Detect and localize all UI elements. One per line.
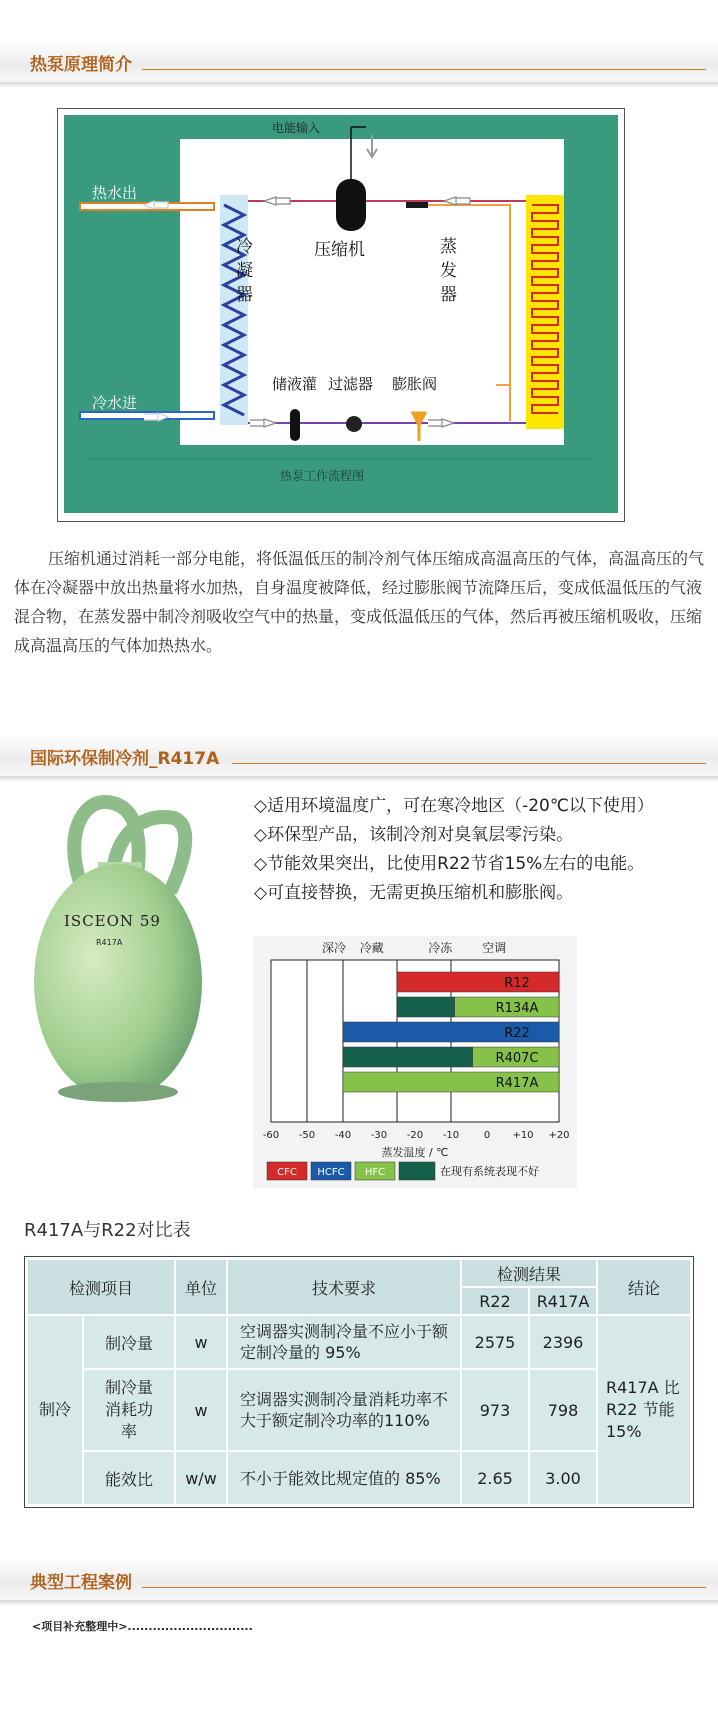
cylinder-model: R417A — [96, 938, 123, 947]
principle-paragraph: 压缩机通过消耗一部分电能，将低温低压的制冷剂气体压缩成高温高压的气体，高温高压的气体在冷凝器中放出热量将水加热，自身温度被降低，经过膨胀阀节流降压后，变成低温低压的气液混合物，在蒸发器中制冷剂吸收空气中的热量，变成低温低压的气体，然后再被压缩机吸收，压缩成高温高压的气体加热热水。 — [14, 549, 705, 655]
row-item: 制冷量消耗功率 — [84, 1370, 174, 1450]
receiver-label: 储液灌 — [272, 375, 318, 393]
section-header-refrigerant — [0, 716, 718, 776]
row-unit: w — [176, 1370, 226, 1450]
row-unit: w/w — [176, 1452, 226, 1504]
chart-svg — [253, 936, 577, 1188]
header-result: 检测结果 — [462, 1260, 596, 1286]
bar-label: R417A — [495, 1076, 539, 1091]
diagram-pipes — [58, 109, 624, 521]
bar-segment — [397, 972, 559, 992]
zone-label: 深冷 — [321, 941, 347, 955]
header-requirement: 技术要求 — [228, 1260, 460, 1314]
section-title: 国际环保制冷剂_R417A — [30, 749, 220, 769]
section-header-cases — [0, 1540, 718, 1600]
x-tick-label: -20 — [406, 1130, 424, 1141]
x-tick-label: +10 — [512, 1130, 534, 1141]
x-tick-label: -60 — [262, 1130, 280, 1141]
bar-segment — [397, 997, 455, 1017]
x-axis-label: 蒸发温度 / ℃ — [381, 1146, 449, 1159]
bar-segment — [343, 1047, 473, 1067]
x-tick-label: -10 — [442, 1130, 460, 1141]
conclusion-cell: R417A 比 R22 节能 15% — [598, 1316, 690, 1504]
row-r417a-value: 3.00 — [530, 1452, 596, 1504]
cylinder-brand: ISCEON 59 — [64, 912, 161, 930]
comparison-table-title: R417A与R22对比表 — [24, 1220, 191, 1241]
bar-label: R12 — [504, 976, 530, 991]
power-input-label: 电能输入 — [272, 121, 321, 135]
section-title: 热泵原理简介 — [30, 55, 132, 75]
condenser-label: 冷凝器 — [236, 237, 253, 305]
cases-placeholder-text: <项目补充整理中>.............................. — [32, 1620, 253, 1633]
x-tick-label: -40 — [334, 1130, 352, 1141]
zone-label: 冷冻 — [428, 941, 453, 955]
row-r417a-value: 798 — [530, 1370, 596, 1450]
zone-label: 冷藏 — [359, 941, 384, 955]
bar-label: R134A — [495, 1001, 539, 1016]
row-item: 制冷量 — [84, 1316, 174, 1368]
diagram-caption: 热泵工作流程图 — [280, 469, 365, 483]
header-conclusion: 结论 — [598, 1260, 690, 1314]
bar-label: R22 — [504, 1026, 530, 1041]
feature-item: ◇节能效果突出，比使用R22节省15%左右的电能。 — [254, 854, 645, 874]
feature-item: ◇环保型产品，该制冷剂对臭氧层零污染。 — [254, 825, 574, 845]
expansion-valve-label: 膨胀阀 — [392, 375, 438, 393]
evaporator-label: 蒸发器 — [440, 237, 457, 305]
header-r417a: R417A — [530, 1288, 596, 1314]
feature-item: ◇可直接替换，无需更换压缩机和膨胀阀。 — [254, 883, 574, 903]
compressor-label: 压缩机 — [314, 240, 365, 260]
header-r22: R22 — [462, 1288, 528, 1314]
row-unit: w — [176, 1316, 226, 1368]
x-tick-label: -50 — [298, 1130, 316, 1141]
heat-pump-diagram — [57, 108, 625, 522]
feature-item: ◇适用环境温度广，可在寒冷地区（-20℃以下使用） — [254, 796, 654, 816]
comparison-table — [26, 1258, 692, 1506]
row-r22-value: 973 — [462, 1370, 528, 1450]
header-item: 检测项目 — [28, 1260, 174, 1314]
section-title: 典型工程案例 — [30, 1573, 132, 1593]
cold-water-in-label: 冷水进 — [92, 394, 138, 412]
evaporation-temperature-chart — [253, 936, 577, 1188]
refrigerant-cylinder-image — [24, 792, 214, 1112]
row-requirement: 不小于能效比规定值的 85% — [228, 1452, 460, 1504]
group-label: 制冷 — [28, 1316, 82, 1504]
legend-label: CFC — [277, 1167, 297, 1178]
row-item: 能效比 — [84, 1452, 174, 1504]
section-header-principle — [0, 22, 718, 82]
row-requirement: 空调器实测制冷量不应小于额定制冷量的 95% — [228, 1316, 460, 1368]
legend-label: HCFC — [317, 1167, 345, 1178]
row-requirement: 空调器实测制冷量消耗功率不大于额定制冷功率的110% — [228, 1370, 460, 1450]
hot-water-out-label: 热水出 — [92, 184, 138, 202]
zone-label: 空调 — [482, 941, 507, 955]
row-r22-value: 2.65 — [462, 1452, 528, 1504]
refrigerant-features — [254, 792, 654, 908]
legend-label: HFC — [364, 1167, 386, 1178]
legend-swatch — [399, 1162, 435, 1180]
filter-label: 过滤器 — [328, 375, 374, 393]
x-tick-label: -30 — [370, 1130, 388, 1141]
row-r22-value: 2575 — [462, 1316, 528, 1368]
x-tick-label: +20 — [548, 1130, 570, 1141]
x-tick-label: 0 — [483, 1130, 491, 1141]
header-unit: 单位 — [176, 1260, 226, 1314]
row-r417a-value: 2396 — [530, 1316, 596, 1368]
bar-label: R407C — [495, 1051, 539, 1066]
legend-label: 在现有系统表现不好 — [440, 1165, 539, 1178]
